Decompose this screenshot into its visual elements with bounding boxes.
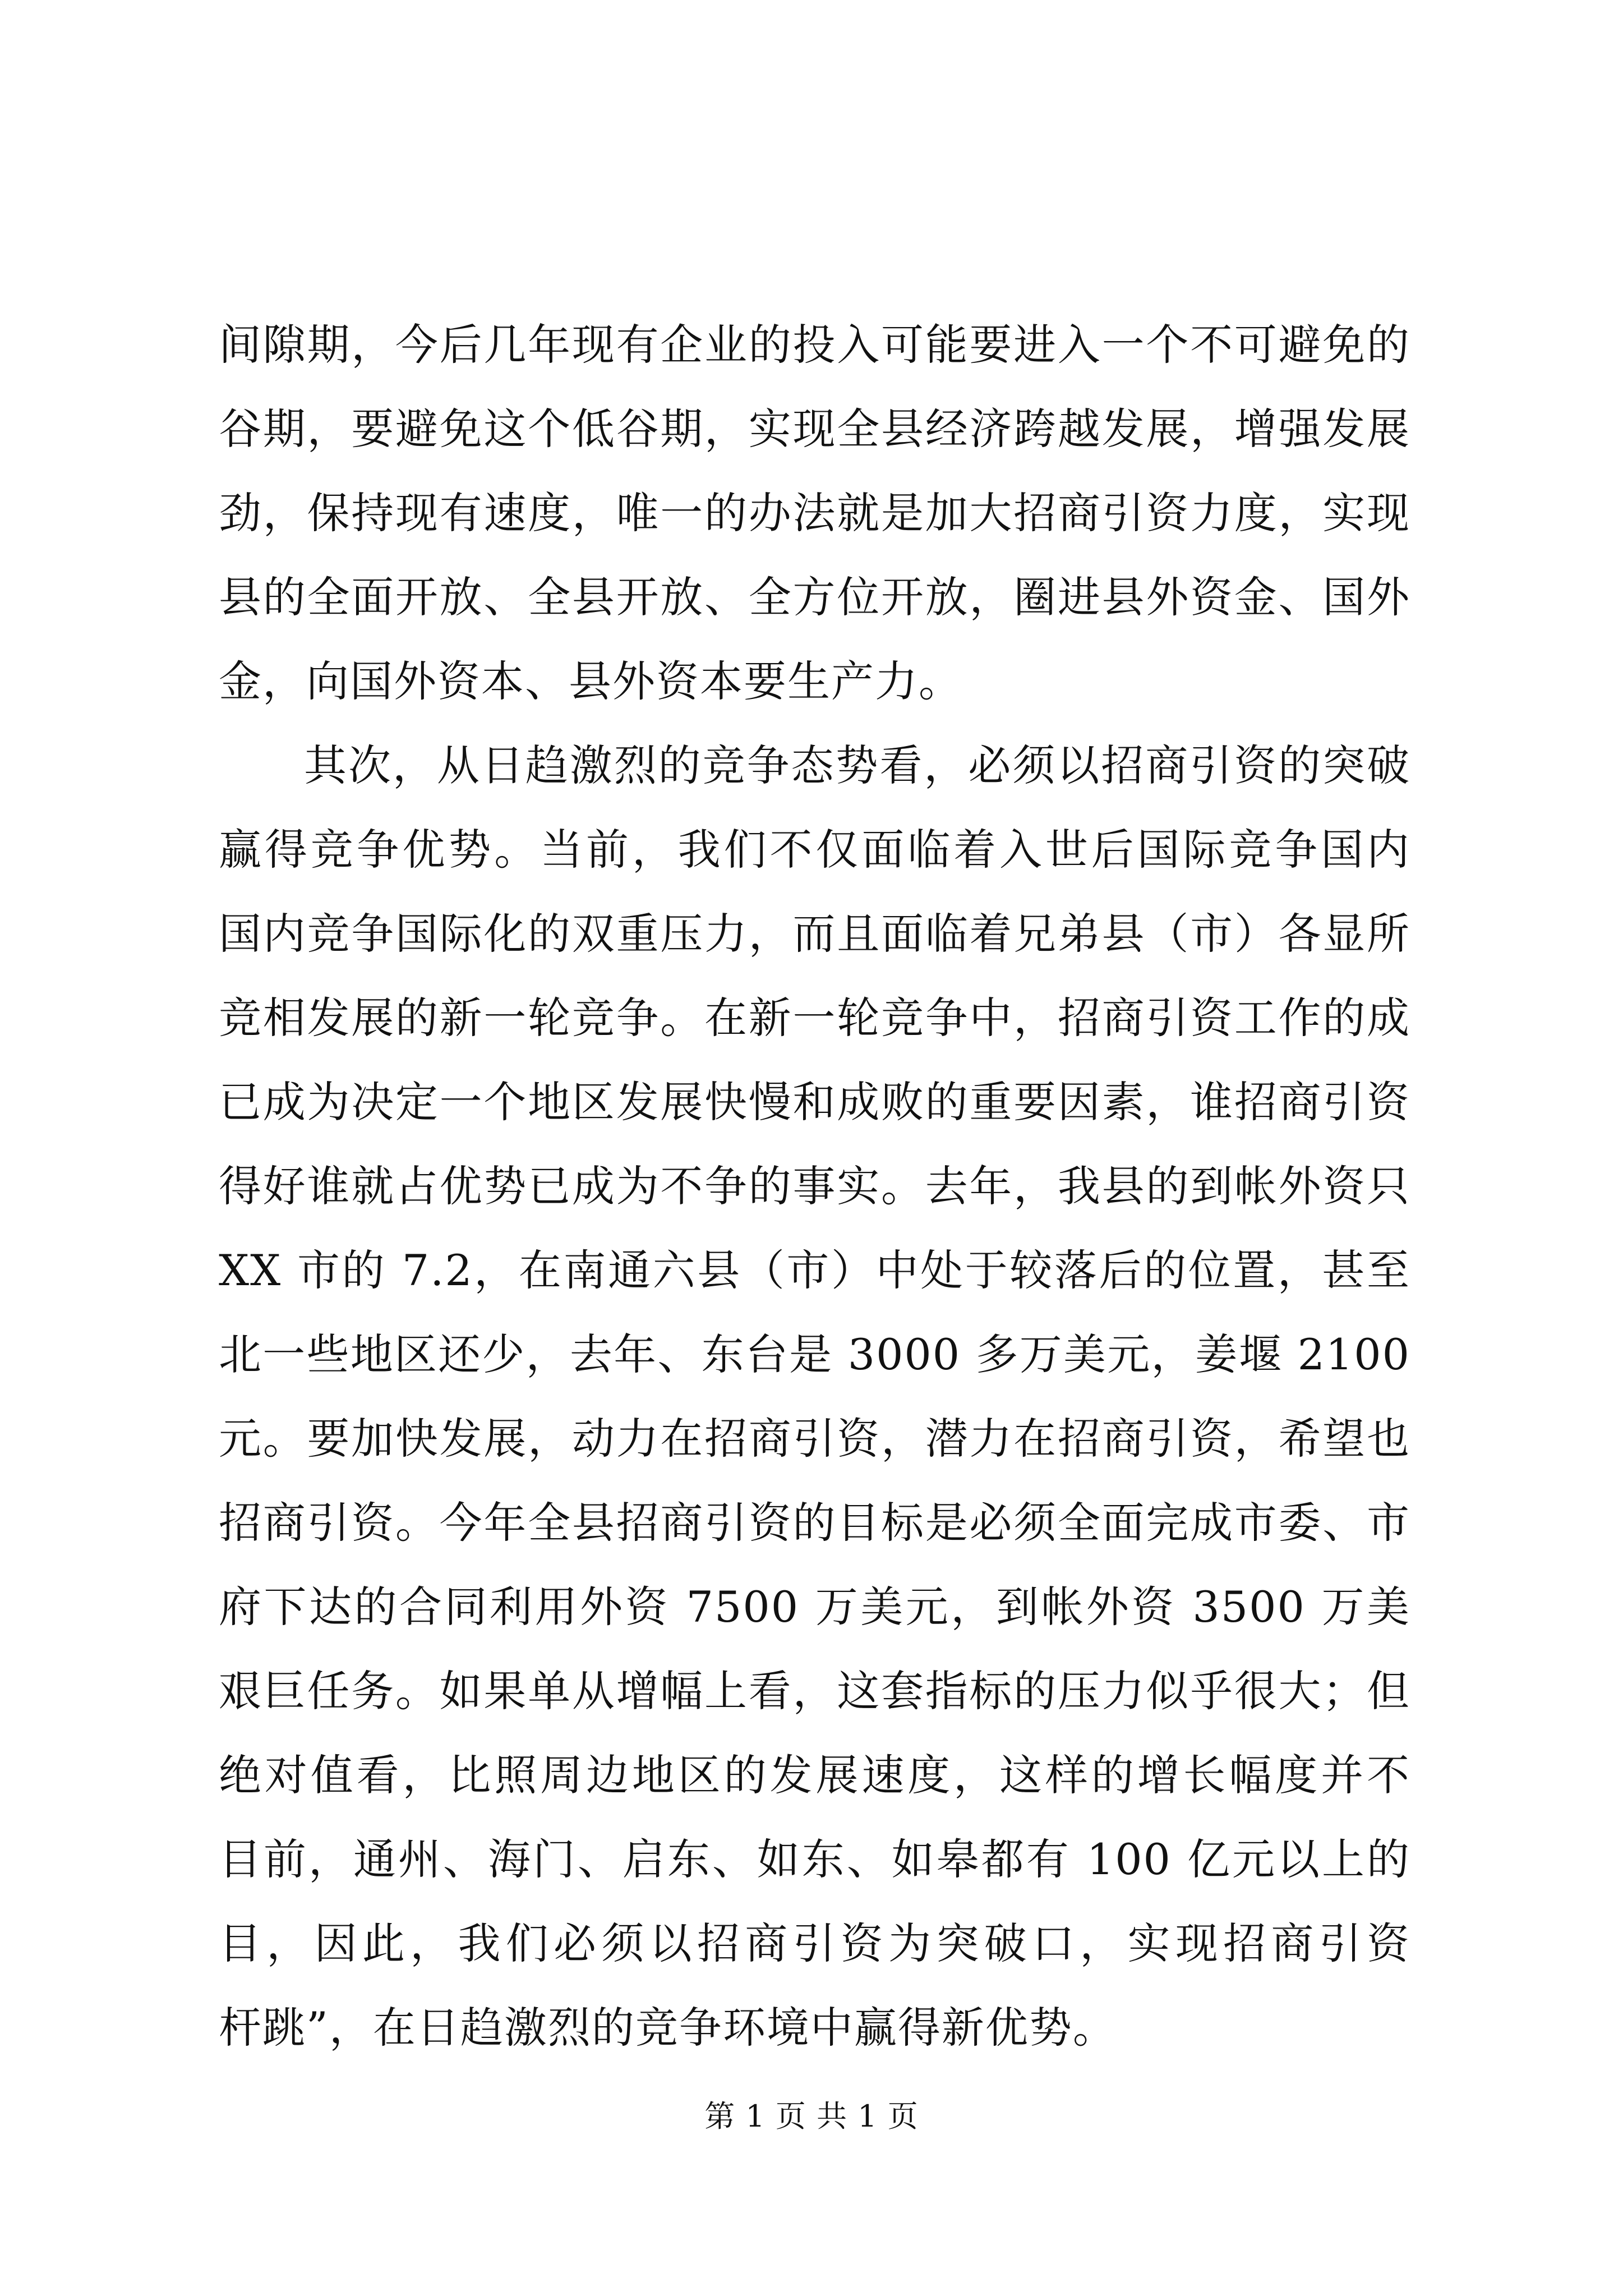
text-line: 招商引资。今年全县招商引资的目标是必须全面完成市委、市 [219, 1498, 1410, 1548]
text-line: 间隙期，今后几年现有企业的投入可能要进入一个不可避免的 [219, 320, 1410, 370]
page-footer: 第 1 页 共 1 页 [704, 2099, 919, 2134]
text-line: 艰巨任务。如果单从增幅上看，这套指标的压力似乎很大；但 [219, 1666, 1410, 1716]
text-line: 谷期，要避免这个低谷期，实现全县经济跨越发展，增强发展 [219, 404, 1410, 454]
text-line: 得好谁就占优势已成为不争的事实。去年，我县的到帐外资只 [219, 1161, 1410, 1211]
text-line: 目，因此，我们必须以招商引资为突破口，实现招商引资 [219, 1918, 1410, 1968]
text-line: 元。要加快发展，动力在招商引资，潜力在招商引资，希望也 [219, 1414, 1410, 1464]
text-line: 赢得竞争优势。当前，我们不仅面临着入世后国际竞争国内 [219, 825, 1410, 875]
text-line: 金，向国外资本、县外资本要生产力。 [219, 656, 962, 706]
text-line: 府下达的合同利用外资 7500 万美元，到帐外资 3500 万美 [219, 1582, 1410, 1632]
text-line: 县的全面开放、全县开放、全方位开放，圈进县外资金、国外 [219, 572, 1410, 622]
text-line: 竞相发展的新一轮竞争。在新一轮竞争中，招商引资工作的成 [219, 993, 1410, 1043]
text-line: 已成为决定一个地区发展快慢和成败的重要因素，谁招商引资 [219, 1077, 1410, 1127]
text-line: 劲，保持现有速度，唯一的办法就是加大招商引资力度，实现 [219, 488, 1410, 538]
text-line: 绝对值看，比照周边地区的发展速度，这样的增长幅度并不 [219, 1750, 1410, 1800]
text-line: XX 市的 7.2，在南通六县（市）中处于较落后的位置，甚至 [219, 1245, 1410, 1295]
text-line: 杆跳”，在日趋激烈的竞争环境中赢得新优势。 [219, 2003, 1117, 2053]
body-text [219, 303, 1410, 2070]
text-line: 目前，通州、海门、启东、如东、如皋都有 100 亿元以上的 [219, 1834, 1410, 1884]
paragraph-start-line: 其次，从日趋激烈的竞争态势看，必须以招商引资的突破 [304, 740, 1410, 790]
text-line: 国内竞争国际化的双重压力，而且面临着兄弟县（市）各显所 [219, 909, 1410, 959]
text-line: 北一些地区还少，去年、东台是 3000 多万美元，姜堰 2100 [219, 1329, 1410, 1379]
